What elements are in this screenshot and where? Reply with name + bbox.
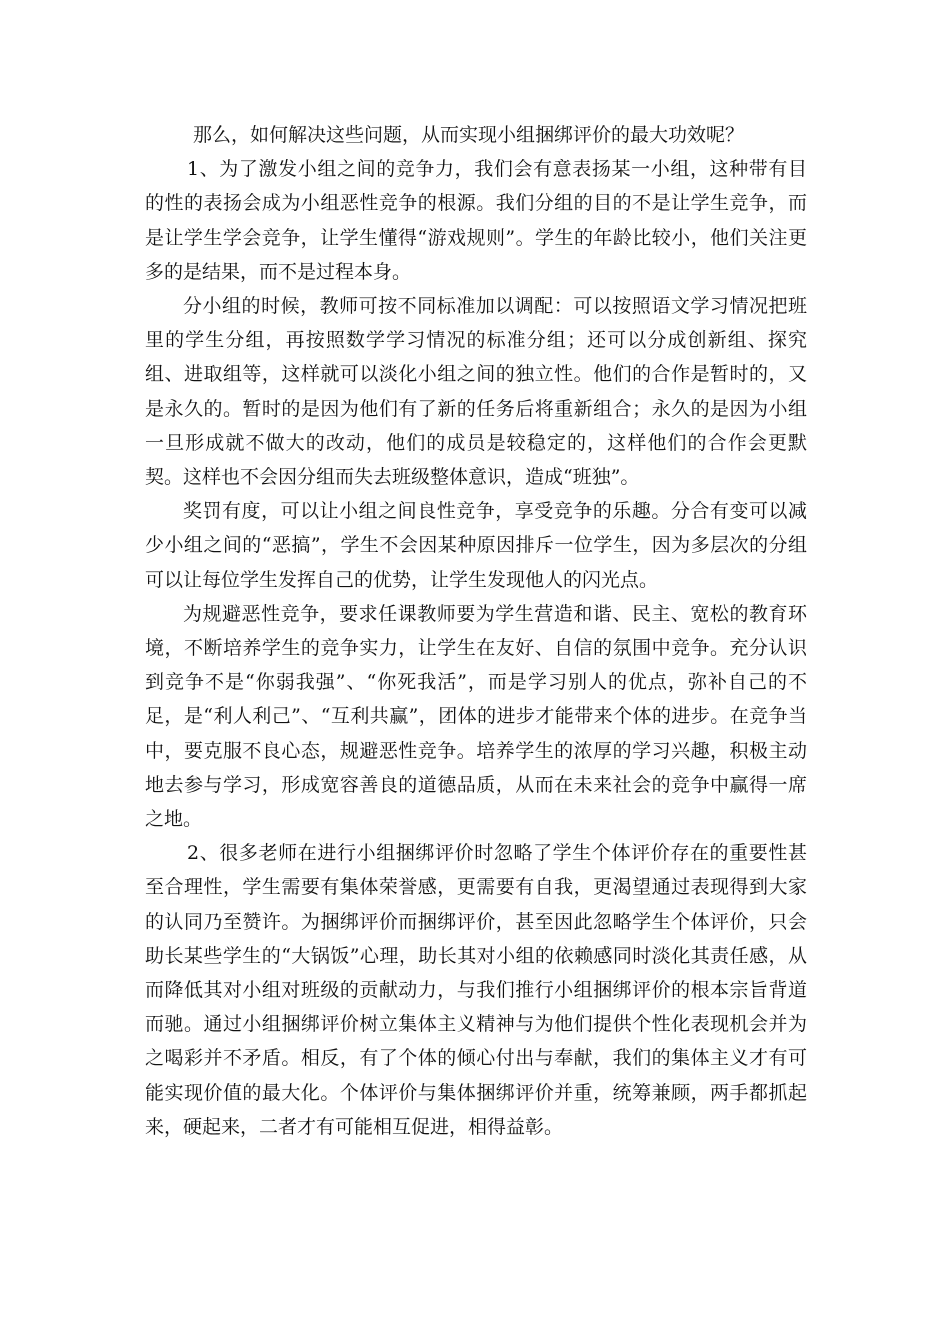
paragraph-rewards: 奖罚有度，可以让小组之间良性竞争，享受竞争的乐趣。分合有变可以减少小组之间的“恶搞”，学生不会因某种原因排斥一位学生，因为多层次的分组可以让每位学生发挥自己的优势，让学生发现他人的闪光点。 <box>145 500 807 591</box>
paragraph-grouping: 分小组的时候，教师可按不同标准加以调配：可以按照语文学习情况把班里的学生分组，再按照数学学习情况的标准分组；还可以分成创新组、探究组、进取组等，这样就可以淡化小组之间的独立性。他们的合作是暂时的，又是永久的。暂时的是因为他们有了新的任务后将重新组合；永久的是因为小组一旦形成就不做大的改动，他们的成员是较稳定的，这样他们的合作会更默契。这样也不会因分组而失去班级整体意识，造成“班独”。 <box>145 295 807 489</box>
paragraph-avoid-competition: 为规避恶性竞争，要求任课教师要为学生营造和谐、民主、宽松的教育环境，不断培养学生的竞争实力，让学生在友好、自信的氛围中竞争。充分认识到竞争不是“你弱我强”、“你死我活”，而是学习别人的优点，弥补自己的不足，是“利人利己”、“互利共赢”，团体的进步才能带来个体的进步。在竞争当中，要克服不良心态，规避恶性竞争。培养学生的浓厚的学习兴趣，积极主动地去参与学习，形成宽容善良的道德品质，从而在未来社会的竞争中赢得一席之地。 <box>145 602 807 831</box>
paragraph-point-1: 1、为了激发小组之间的竞争力，我们会有意表扬某一小组，这种带有目的性的表扬会成为小组恶性竞争的根源。我们分组的目的不是让学生竞争，而是让学生学会竞争，让学生懂得“游戏规则”。学生的年龄比较小，他们关注更多的是结果，而不是过程本身。 <box>145 158 807 283</box>
paragraph-point-2: 2、很多老师在进行小组捆绑评价时忽略了学生个体评价存在的重要性甚至合理性，学生需要有集体荣誉感，更需要有自我，更渴望通过表现得到大家的认同乃至赞许。为捆绑评价而捆绑评价，甚至因此忽略学生个体评价，只会助长某些学生的“大锅饭”心理，助长其对小组的依赖感同时淡化其责任感，从而降低其对小组对班级的贡献动力，与我们推行小组捆绑评价的根本宗旨背道而驰。通过小组捆绑评价树立集体主义精神与为他们提供个性化表现机会并为之喝彩并不矛盾。相反，有了个体的倾心付出与奉献，我们的集体主义才有可能实现价值的最大化。个体评价与集体捆绑评价并重，统筹兼顾，两手都抓起来，硬起来，二者才有可能相互促进，相得益彰。 <box>145 842 807 1138</box>
document-page <box>145 118 807 1144</box>
paragraph-question: 那么，如何解决这些问题，从而实现小组捆绑评价的最大功效呢？ <box>193 124 745 146</box>
